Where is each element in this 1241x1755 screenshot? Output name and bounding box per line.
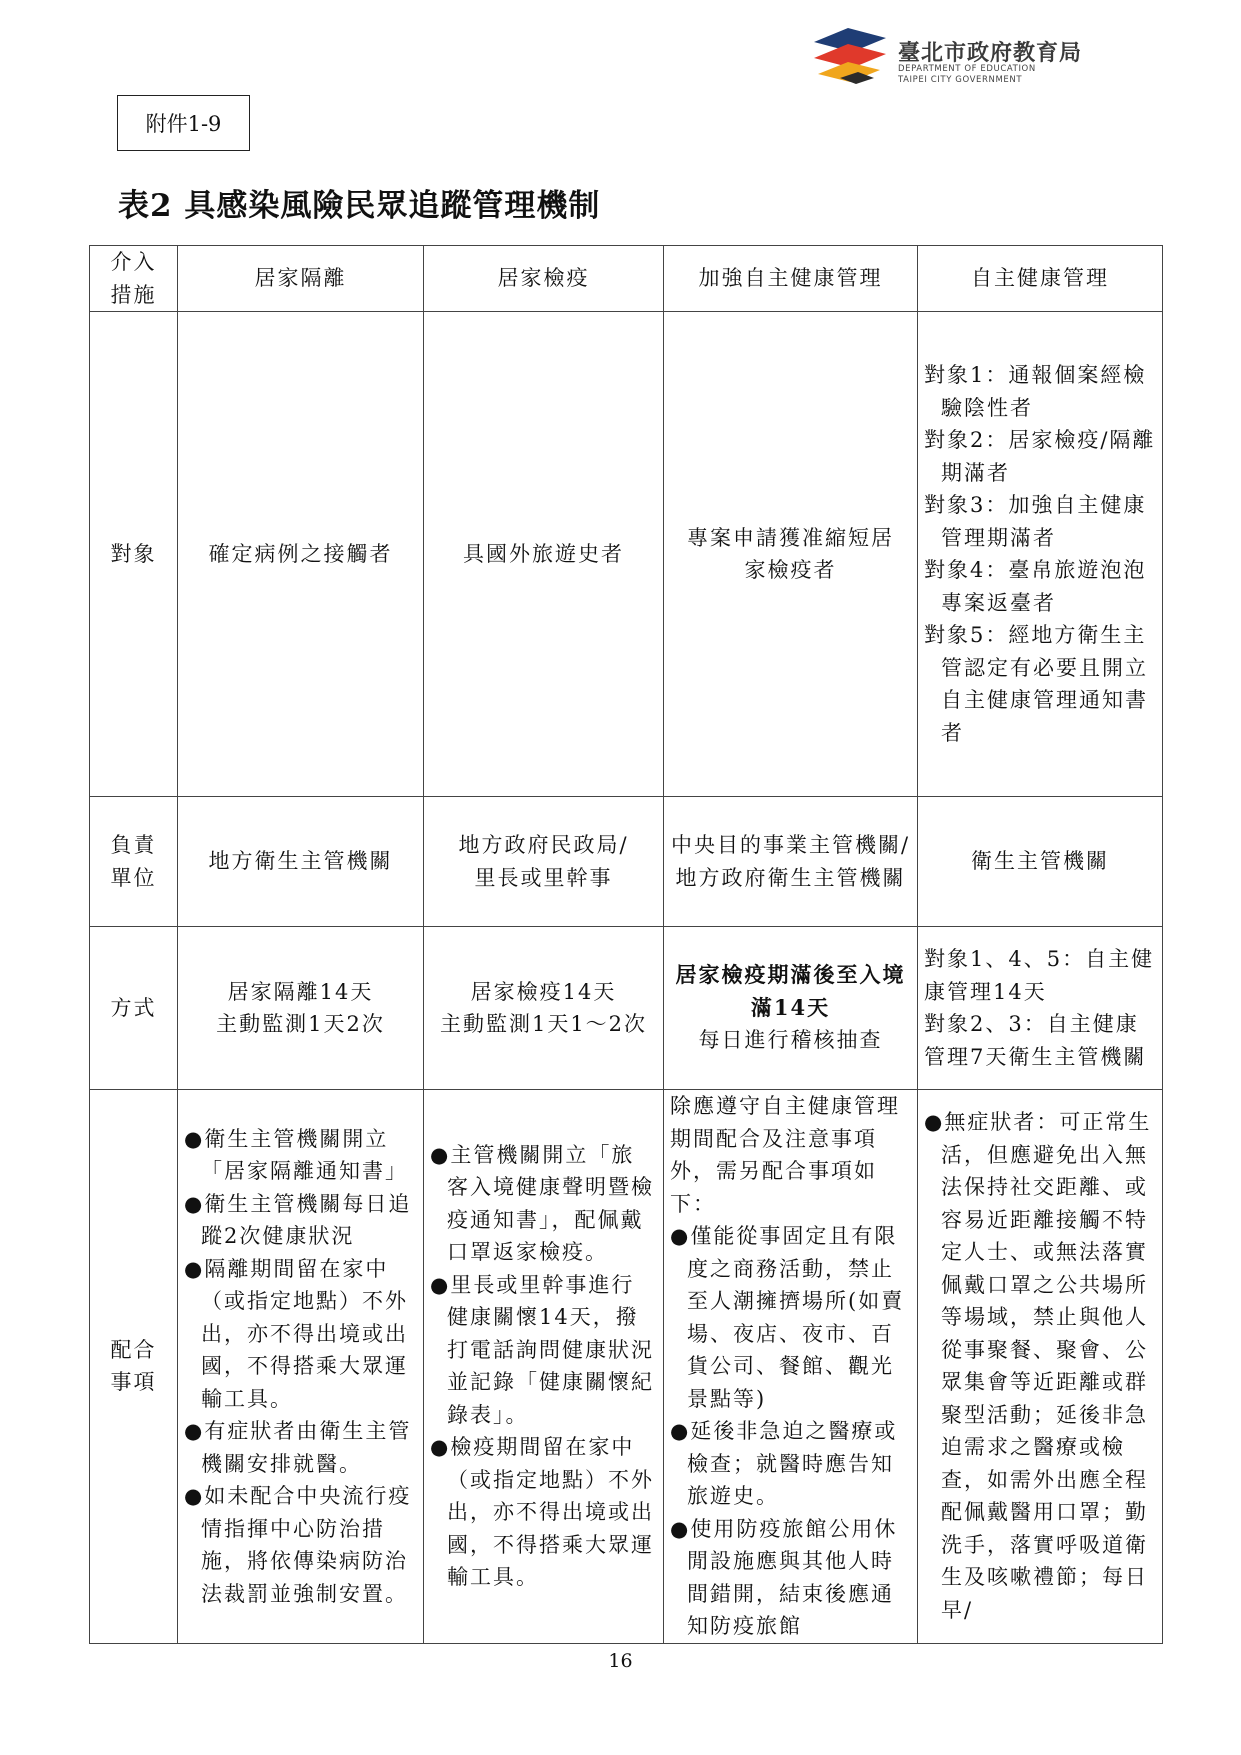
org-name-en-line1: DEPARTMENT OF EDUCATION	[898, 64, 1036, 74]
header-home-quarantine: 居家檢疫	[424, 246, 664, 312]
header-row	[90, 246, 1163, 312]
department-logo	[814, 28, 1144, 90]
target-object-1: 對象1：通報個案經檢驗陰性者	[924, 363, 1147, 420]
method-home-quarantine: 居家檢疫14天 主動監測1天1～2次	[424, 927, 664, 1090]
header-self-health-management: 自主健康管理	[918, 246, 1163, 312]
notes-home-quarantine	[424, 1090, 664, 1644]
target-self-management	[918, 312, 1163, 797]
notes-enhanced-management	[664, 1090, 918, 1644]
notes-isolation-item-2: ●衛生主管機關每日追蹤2次健康狀況	[184, 1191, 412, 1248]
page-title: 表2 具感染風險民眾追蹤管理機制	[118, 188, 601, 224]
notes-row	[90, 1090, 1163, 1644]
target-home-isolation: 確定病例之接觸者	[178, 312, 424, 797]
notes-quarantine-item-1: ●主管機關開立「旅客入境健康聲明暨檢疫通知書」，配佩戴口罩返家檢疫。	[430, 1142, 654, 1265]
unit-row	[90, 797, 1163, 927]
method-row	[90, 927, 1163, 1090]
method-enhanced-audit: 每日進行稽核抽查	[698, 1028, 883, 1053]
page-number: 16	[608, 1650, 633, 1672]
header-measure: 介入 措施	[90, 246, 178, 312]
tracking-mechanism-table	[89, 245, 1163, 1644]
notes-home-isolation	[178, 1090, 424, 1644]
notes-isolation-item-5: ●如未配合中央流行疫情指揮中心防治措施，將依傳染病防治法裁罰並強制安置。	[184, 1484, 412, 1606]
target-object-3: 對象3：加強自主健康管理期滿者	[924, 493, 1147, 550]
method-home-isolation: 居家隔離14天 主動監測1天2次	[178, 927, 424, 1090]
target-object-2: 對象2：居家檢疫/隔離期滿者	[924, 428, 1156, 485]
unit-self-management: 衛生主管機關	[918, 797, 1163, 927]
notes-isolation-item-1: ●衛生主管機關開立「居家隔離通知書」	[184, 1126, 408, 1183]
notes-quarantine-item-2: ●里長或里幹事進行健康關懷14天，撥打電話詢問健康狀況並記錄「健康關懷紀錄表」。	[430, 1272, 654, 1427]
attachment-label: 附件1-9	[117, 95, 250, 151]
department-logo-icon	[814, 28, 886, 90]
row-label-unit: 負責 單位	[90, 797, 178, 927]
target-enhanced-management: 專案申請獲准縮短居 家檢疫者	[664, 312, 918, 797]
row-label-notes: 配合 事項	[90, 1090, 178, 1644]
org-name: 臺北市政府教育局	[898, 41, 1083, 66]
notes-enhanced-intro: 除應遵守自主健康管理期間配合及注意事項外，需另配合事項如下：	[670, 1094, 900, 1216]
notes-quarantine-item-3: ●檢疫期間留在家中（或指定地點）不外出，亦不得出境或出國，不得搭乘大眾運輸工具。	[430, 1435, 654, 1590]
header-home-isolation: 居家隔離	[178, 246, 424, 312]
row-label-method: 方式	[90, 927, 178, 1090]
target-object-5: 對象5：經地方衛生主管認定有必要且開立自主健康管理通知書者	[924, 623, 1148, 745]
notes-self-item-1: ●無症狀者：可正常生活，但應避免出入無法保持社交距離、或容易近距離接觸不特定人士、或無法落實佩戴口罩之公共場所等場域，禁止與他人從事聚餐、聚會、公眾集會等近距離或群聚型活動；延後非急迫需求之醫療或檢查，如需外出應全程配佩戴醫用口罩；勤洗手，落實呼吸道衛生及咳嗽禮節；每日早/	[924, 1110, 1152, 1622]
method-enhanced-period: 居家檢疫期滿後至入境滿14天	[675, 962, 906, 1020]
notes-enhanced-item-1: ●僅能從事固定且有限度之商務活動，禁止至人潮擁擠場所(如賣場、夜店、夜市、百貨公司、餐館、觀光景點等)	[670, 1224, 905, 1411]
notes-isolation-item-4: ●有症狀者由衛生主管機關安排就醫。	[184, 1419, 412, 1476]
org-name-en-line2: TAIPEI CITY GOVERNMENT	[898, 75, 1023, 85]
notes-self-management	[918, 1090, 1163, 1644]
method-enhanced-management	[664, 927, 918, 1090]
notes-enhanced-item-3: ●使用防疫旅館公用休閒設施應與其他人時間錯開，結束後應通知防疫旅館	[670, 1516, 898, 1638]
target-object-4: 對象4：臺帛旅遊泡泡專案返臺者	[924, 558, 1147, 615]
unit-home-quarantine: 地方政府民政局/ 里長或里幹事	[424, 797, 664, 927]
target-home-quarantine: 具國外旅遊史者	[424, 312, 664, 797]
method-self-management: 對象1、4、5：自主健康管理14天 對象2、3：自主健康管理7天衛生主管機關	[918, 927, 1163, 1090]
notes-isolation-item-3: ●隔離期間留在家中（或指定地點）不外出，亦不得出境或出國，不得搭乘大眾運輸工具。	[184, 1256, 408, 1411]
row-label-target: 對象	[90, 312, 178, 797]
unit-enhanced-management: 中央目的事業主管機關/ 地方政府衛生主管機關	[664, 797, 918, 927]
notes-enhanced-item-2: ●延後非急迫之醫療或檢查；就醫時應告知旅遊史。	[670, 1419, 898, 1508]
unit-home-isolation: 地方衛生主管機關	[178, 797, 424, 927]
target-row	[90, 312, 1163, 797]
header-enhanced-self-health-management: 加強自主健康管理	[664, 246, 918, 312]
